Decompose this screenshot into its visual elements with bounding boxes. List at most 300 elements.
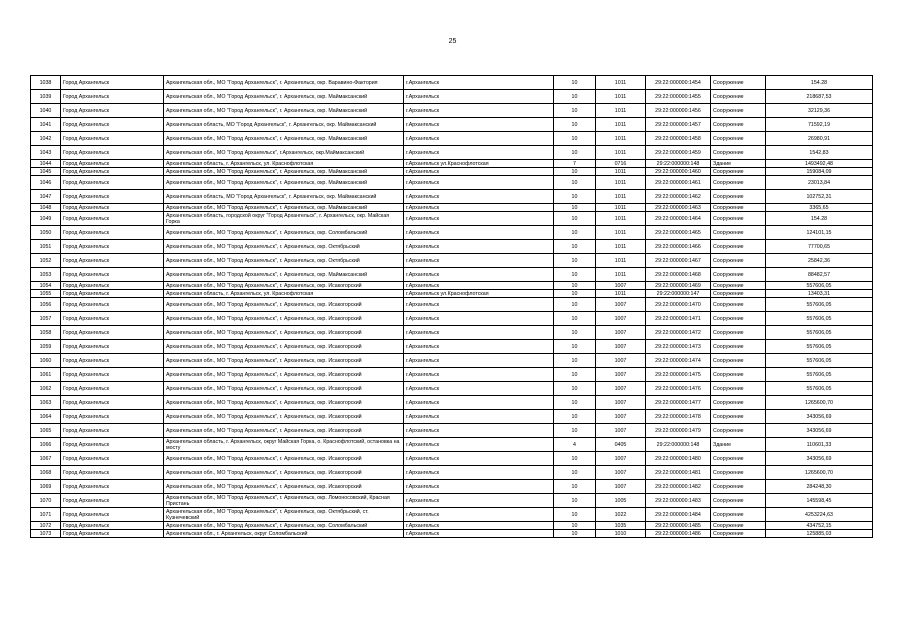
code-b-cell: 1011 <box>596 268 646 282</box>
object-type-cell: Сооружение <box>711 146 766 160</box>
table-row <box>31 466 873 480</box>
object-type-cell: Сооружение <box>711 480 766 494</box>
cadastral-number-cell: 29:22:000000:1476 <box>646 382 711 396</box>
value-cell: 71592,19 <box>766 118 873 132</box>
location-cell: г.Архангельск <box>404 204 554 212</box>
code-b-cell: 1007 <box>596 368 646 382</box>
table-row <box>31 282 873 290</box>
code-b-cell: 1035 <box>596 522 646 530</box>
code-a-cell: 10 <box>554 368 596 382</box>
address-cell: Архангельская обл., МО "Город Архангельск", г. Архангельск, окр. Исакогорский <box>164 326 404 340</box>
location-cell: г.Архангельск <box>404 268 554 282</box>
table-row <box>31 480 873 494</box>
object-type-cell: Сооружение <box>711 382 766 396</box>
table-row <box>31 240 873 254</box>
object-type-cell: Сооружение <box>711 118 766 132</box>
value-cell: 1493492,48 <box>766 160 873 168</box>
code-a-cell: 10 <box>554 212 596 226</box>
address-cell: Архангельская область, г. Архангельск, ул. Краснофлотская <box>164 160 404 168</box>
cadastral-number-cell: 29:22:000000:1482 <box>646 480 711 494</box>
table-row <box>31 354 873 368</box>
row-number-cell: 1055 <box>31 290 61 298</box>
table-row <box>31 290 873 298</box>
value-cell: 110601,33 <box>766 438 873 452</box>
table-row <box>31 508 873 522</box>
row-number-cell: 1040 <box>31 104 61 118</box>
table-row <box>31 90 873 104</box>
address-cell: Архангельская обл., МО "Город Архангельск", г. Архангельск, окр. Маймаксанский <box>164 168 404 176</box>
row-number-cell: 1039 <box>31 90 61 104</box>
location-cell: г.Архангельск <box>404 176 554 190</box>
code-b-cell: 1007 <box>596 466 646 480</box>
value-cell: 145598,45 <box>766 494 873 508</box>
municipality-cell: Город Архангельск <box>61 410 164 424</box>
value-cell: 159084,09 <box>766 168 873 176</box>
municipality-cell: Город Архангельск <box>61 254 164 268</box>
object-type-cell: Сооружение <box>711 522 766 530</box>
value-cell: 557606,05 <box>766 326 873 340</box>
address-cell: Архангельская обл., МО "Город Архангельск", г. Архангельск, окр. Исакогорский <box>164 480 404 494</box>
row-number-cell: 1067 <box>31 452 61 466</box>
code-a-cell: 10 <box>554 382 596 396</box>
code-b-cell: 1011 <box>596 176 646 190</box>
row-number-cell: 1047 <box>31 190 61 204</box>
table-row <box>31 104 873 118</box>
code-a-cell: 10 <box>554 312 596 326</box>
table-row <box>31 160 873 168</box>
municipality-cell: Город Архангельск <box>61 438 164 452</box>
object-type-cell: Сооружение <box>711 354 766 368</box>
code-a-cell: 10 <box>554 168 596 176</box>
table-row <box>31 452 873 466</box>
row-number-cell: 1062 <box>31 382 61 396</box>
location-cell: г.Архангельск <box>404 480 554 494</box>
municipality-cell: Город Архангельск <box>61 452 164 466</box>
table-row <box>31 396 873 410</box>
register-table <box>30 75 873 538</box>
code-b-cell: 1011 <box>596 204 646 212</box>
table-row <box>31 118 873 132</box>
location-cell: г.Архангельск <box>404 466 554 480</box>
object-type-cell: Сооружение <box>711 396 766 410</box>
code-b-cell: 1011 <box>596 254 646 268</box>
value-cell: 218687,53 <box>766 90 873 104</box>
object-type-cell: Здание <box>711 438 766 452</box>
row-number-cell: 1045 <box>31 168 61 176</box>
location-cell: г.Архангельск <box>404 118 554 132</box>
code-b-cell: 1007 <box>596 282 646 290</box>
code-a-cell: 10 <box>554 132 596 146</box>
object-type-cell: Сооружение <box>711 466 766 480</box>
code-b-cell: 1007 <box>596 480 646 494</box>
table-row <box>31 204 873 212</box>
municipality-cell: Город Архангельск <box>61 326 164 340</box>
code-a-cell: 10 <box>554 176 596 190</box>
location-cell: г.Архангельск <box>404 146 554 160</box>
row-number-cell: 1054 <box>31 282 61 290</box>
code-a-cell: 10 <box>554 290 596 298</box>
code-a-cell: 10 <box>554 204 596 212</box>
location-cell: г.Архангельск <box>404 132 554 146</box>
location-cell: г.Архангельск ул.Краснофлотская <box>404 290 554 298</box>
code-b-cell: 0716 <box>596 160 646 168</box>
table-row <box>31 168 873 176</box>
code-b-cell: 1011 <box>596 190 646 204</box>
value-cell: 557606,05 <box>766 368 873 382</box>
cadastral-number-cell: 29:22:000000:147 <box>646 290 711 298</box>
cadastral-number-cell: 29:22:000000:1462 <box>646 190 711 204</box>
table-row <box>31 424 873 438</box>
municipality-cell: Город Архангельск <box>61 382 164 396</box>
location-cell: г.Архангельск <box>404 254 554 268</box>
value-cell: 13403,31 <box>766 290 873 298</box>
row-number-cell: 1063 <box>31 396 61 410</box>
value-cell: 343056,69 <box>766 452 873 466</box>
location-cell: г.Архангельск ул.Краснофлотская <box>404 160 554 168</box>
municipality-cell: Город Архангельск <box>61 312 164 326</box>
object-type-cell: Здание <box>711 160 766 168</box>
cadastral-number-cell: 29:22:000000:1480 <box>646 452 711 466</box>
municipality-cell: Город Архангельск <box>61 176 164 190</box>
address-cell: Архангельская обл., МО "Город Архангельск", г. Архангельск, окр. Октябрьский <box>164 254 404 268</box>
municipality-cell: Город Архангельск <box>61 340 164 354</box>
table-body <box>31 76 873 538</box>
code-a-cell: 10 <box>554 410 596 424</box>
row-number-cell: 1041 <box>31 118 61 132</box>
municipality-cell: Город Архангельск <box>61 396 164 410</box>
cadastral-number-cell: 29:22:000000:1463 <box>646 204 711 212</box>
cadastral-number-cell: 29:22:000000:1483 <box>646 494 711 508</box>
municipality-cell: Город Архангельск <box>61 190 164 204</box>
value-cell: 1265600,70 <box>766 466 873 480</box>
row-number-cell: 1042 <box>31 132 61 146</box>
cadastral-number-cell: 29:22:000000:148 <box>646 438 711 452</box>
row-number-cell: 1038 <box>31 76 61 90</box>
location-cell: г.Архангельск <box>404 340 554 354</box>
address-cell: Архангельская обл., МО "Город Архангельск", г. Архангельск, окр. Исакогорский <box>164 396 404 410</box>
address-cell: Архангельская обл., МО "Город Архангельск", г. Архангельск, окр. Маймаксанский <box>164 176 404 190</box>
value-cell: 88482,57 <box>766 268 873 282</box>
location-cell: г.Архангельск <box>404 530 554 538</box>
row-number-cell: 1043 <box>31 146 61 160</box>
municipality-cell: Город Архангельск <box>61 522 164 530</box>
municipality-cell: Город Архангельск <box>61 76 164 90</box>
row-number-cell: 1071 <box>31 508 61 522</box>
table-row <box>31 254 873 268</box>
location-cell: г.Архангельск <box>404 298 554 312</box>
cadastral-number-cell: 29:22:000000:1470 <box>646 298 711 312</box>
object-type-cell: Сооружение <box>711 268 766 282</box>
object-type-cell: Сооружение <box>711 76 766 90</box>
code-a-cell: 10 <box>554 76 596 90</box>
value-cell: 343056,69 <box>766 424 873 438</box>
table-row <box>31 522 873 530</box>
code-b-cell: 1007 <box>596 396 646 410</box>
code-a-cell: 10 <box>554 90 596 104</box>
table-row <box>31 312 873 326</box>
value-cell: 102752,31 <box>766 190 873 204</box>
cadastral-number-cell: 29:22:000000:1472 <box>646 326 711 340</box>
address-cell: Архангельская обл., МО "Город Архангельск", г. Архангельск, окр. Ломоносовский, Красная Пристань <box>164 494 404 508</box>
table-row <box>31 176 873 190</box>
address-cell: Архангельская обл., МО "Город Архангельск", г. Архангельск, окр. Исакогорский <box>164 340 404 354</box>
cadastral-number-cell: 29:22:000000:1479 <box>646 424 711 438</box>
value-cell: 124101,15 <box>766 226 873 240</box>
row-number-cell: 1059 <box>31 340 61 354</box>
value-cell: 557606,05 <box>766 312 873 326</box>
page-number: 25 <box>448 38 457 45</box>
code-b-cell: 1011 <box>596 168 646 176</box>
row-number-cell: 1056 <box>31 298 61 312</box>
address-cell: Архангельская обл., МО "Город Архангельск", г. Архангельск, окр. Октябрьский <box>164 240 404 254</box>
value-cell: 3365,65 <box>766 204 873 212</box>
municipality-cell: Город Архангельск <box>61 212 164 226</box>
value-cell: 1542,83 <box>766 146 873 160</box>
location-cell: г.Архангельск <box>404 424 554 438</box>
code-b-cell: 1007 <box>596 354 646 368</box>
address-cell: Архангельская обл., МО "Город Архангельск", г. Архангельск, окр. Исакогорский <box>164 312 404 326</box>
table-row <box>31 368 873 382</box>
cadastral-number-cell: 29:22:000000:1478 <box>646 410 711 424</box>
municipality-cell: Город Архангельск <box>61 168 164 176</box>
municipality-cell: Город Архангельск <box>61 132 164 146</box>
row-number-cell: 1070 <box>31 494 61 508</box>
location-cell: г.Архангельск <box>404 522 554 530</box>
municipality-cell: Город Архангельск <box>61 90 164 104</box>
address-cell: Архангельская обл., МО "Город Архангельск", г.Архангельск, окр.Маймаксанский <box>164 146 404 160</box>
cadastral-number-cell: 29:22:000000:1454 <box>646 76 711 90</box>
municipality-cell: Город Архангельск <box>61 508 164 522</box>
value-cell: 32129,36 <box>766 104 873 118</box>
value-cell: 343056,69 <box>766 410 873 424</box>
code-b-cell: 1011 <box>596 132 646 146</box>
object-type-cell: Сооружение <box>711 530 766 538</box>
value-cell: 284248,30 <box>766 480 873 494</box>
table-row <box>31 410 873 424</box>
cadastral-number-cell: 29:22:000000:1455 <box>646 90 711 104</box>
location-cell: г.Архангельск <box>404 226 554 240</box>
address-cell: Архангельская обл., МО "Город Архангельск", г. Архангельск, окр. Соломбальский <box>164 522 404 530</box>
code-a-cell: 10 <box>554 480 596 494</box>
row-number-cell: 1049 <box>31 212 61 226</box>
row-number-cell: 1044 <box>31 160 61 168</box>
address-cell: Архангельская обл., МО "Город Архангельск", г. Архангельск, окр. Варавино-Фактория <box>164 76 404 90</box>
code-a-cell: 10 <box>554 268 596 282</box>
location-cell: г.Архангельск <box>404 354 554 368</box>
code-b-cell: 1011 <box>596 76 646 90</box>
cadastral-number-cell: 29:22:000000:1484 <box>646 508 711 522</box>
object-type-cell: Сооружение <box>711 226 766 240</box>
municipality-cell: Город Архангельск <box>61 354 164 368</box>
row-number-cell: 1060 <box>31 354 61 368</box>
address-cell: Архангельская область, г. Архангельск, ул. Краснофлотская <box>164 290 404 298</box>
municipality-cell: Город Архангельск <box>61 298 164 312</box>
municipality-cell: Город Архангельск <box>61 104 164 118</box>
table-row <box>31 190 873 204</box>
value-cell: 1265600,70 <box>766 396 873 410</box>
municipality-cell: Город Архангельск <box>61 290 164 298</box>
code-b-cell: 1007 <box>596 298 646 312</box>
table-row <box>31 438 873 452</box>
cadastral-number-cell: 29:22:000000:1457 <box>646 118 711 132</box>
location-cell: г.Архангельск <box>404 452 554 466</box>
location-cell: г.Архангельск <box>404 240 554 254</box>
row-number-cell: 1057 <box>31 312 61 326</box>
code-a-cell: 10 <box>554 118 596 132</box>
code-b-cell: 1007 <box>596 410 646 424</box>
object-type-cell: Сооружение <box>711 290 766 298</box>
cadastral-number-cell: 29:22:000000:1486 <box>646 530 711 538</box>
code-b-cell: 1011 <box>596 240 646 254</box>
value-cell: 125885,03 <box>766 530 873 538</box>
object-type-cell: Сооружение <box>711 410 766 424</box>
code-a-cell: 10 <box>554 424 596 438</box>
location-cell: г.Архангельск <box>404 508 554 522</box>
table-row <box>31 326 873 340</box>
cadastral-number-cell: 29:22:000000:1464 <box>646 212 711 226</box>
table-row <box>31 340 873 354</box>
row-number-cell: 1053 <box>31 268 61 282</box>
municipality-cell: Город Архангельск <box>61 226 164 240</box>
cadastral-number-cell: 29:22:000000:1466 <box>646 240 711 254</box>
address-cell: Архангельская обл., МО "Город Архангельск", г. Архангельск, окр. Маймаксанский <box>164 204 404 212</box>
cadastral-number-cell: 29:22:000000:1475 <box>646 368 711 382</box>
row-number-cell: 1065 <box>31 424 61 438</box>
address-cell: Архангельская обл., г. Архангельск, округ Соломбальский <box>164 530 404 538</box>
cadastral-number-cell: 29:22:000000:1458 <box>646 132 711 146</box>
code-b-cell: 1007 <box>596 452 646 466</box>
table-row <box>31 268 873 282</box>
code-b-cell: 1011 <box>596 290 646 298</box>
code-a-cell: 10 <box>554 530 596 538</box>
value-cell: 557606,05 <box>766 354 873 368</box>
location-cell: г.Архангельск <box>404 212 554 226</box>
code-a-cell: 10 <box>554 298 596 312</box>
location-cell: г.Архангельск <box>404 396 554 410</box>
code-b-cell: 1011 <box>596 146 646 160</box>
row-number-cell: 1068 <box>31 466 61 480</box>
municipality-cell: Город Архангельск <box>61 282 164 290</box>
object-type-cell: Сооружение <box>711 90 766 104</box>
address-cell: Архангельская обл., МО "Город Архангельск", г. Архангельск, окр. Маймаксанский <box>164 104 404 118</box>
value-cell: 557606,05 <box>766 340 873 354</box>
value-cell: 434752,15 <box>766 522 873 530</box>
row-number-cell: 1069 <box>31 480 61 494</box>
object-type-cell: Сооружение <box>711 340 766 354</box>
code-b-cell: 1011 <box>596 212 646 226</box>
code-a-cell: 10 <box>554 354 596 368</box>
object-type-cell: Сооружение <box>711 204 766 212</box>
code-a-cell: 7 <box>554 160 596 168</box>
value-cell: 25842,36 <box>766 254 873 268</box>
cadastral-number-cell: 29:22:000000:1460 <box>646 168 711 176</box>
municipality-cell: Город Архангельск <box>61 118 164 132</box>
municipality-cell: Город Архангельск <box>61 268 164 282</box>
address-cell: Архангельская обл., МО "Город Архангельск", г. Архангельск, окр. Маймаксанский <box>164 268 404 282</box>
code-a-cell: 10 <box>554 190 596 204</box>
location-cell: г.Архангельск <box>404 368 554 382</box>
code-b-cell: 1007 <box>596 382 646 396</box>
code-a-cell: 10 <box>554 226 596 240</box>
code-a-cell: 10 <box>554 466 596 480</box>
address-cell: Архангельская область, МО "Город Архангельск", г. Архангельск, окр. Маймаксанский <box>164 118 404 132</box>
row-number-cell: 1058 <box>31 326 61 340</box>
cadastral-number-cell: 29:22:000000:1485 <box>646 522 711 530</box>
cadastral-number-cell: 29:22:000000:1459 <box>646 146 711 160</box>
object-type-cell: Сооружение <box>711 168 766 176</box>
value-cell: 154.28 <box>766 76 873 90</box>
cadastral-number-cell: 29:22:000000:1481 <box>646 466 711 480</box>
location-cell: г.Архангельск <box>404 168 554 176</box>
code-b-cell: 1007 <box>596 312 646 326</box>
address-cell: Архангельская обл., МО "Город Архангельск", г. Архангельск, окр. Исакогорский <box>164 298 404 312</box>
cadastral-number-cell: 29:22:000000:1477 <box>646 396 711 410</box>
municipality-cell: Город Архангельск <box>61 240 164 254</box>
cadastral-number-cell: 29:22:000000:1468 <box>646 268 711 282</box>
object-type-cell: Сооружение <box>711 254 766 268</box>
row-number-cell: 1061 <box>31 368 61 382</box>
code-a-cell: 10 <box>554 326 596 340</box>
code-a-cell: 10 <box>554 494 596 508</box>
code-a-cell: 10 <box>554 254 596 268</box>
location-cell: г.Архангельск <box>404 76 554 90</box>
municipality-cell: Город Архангельск <box>61 146 164 160</box>
cadastral-number-cell: 29:22:000000:1469 <box>646 282 711 290</box>
address-cell: Архангельская обл., МО "Город Архангельск", г. Архангельск, окр. Соломбальский <box>164 226 404 240</box>
table-row <box>31 530 873 538</box>
row-number-cell: 1051 <box>31 240 61 254</box>
code-b-cell: 1007 <box>596 424 646 438</box>
address-cell: Архангельская обл., МО "Город Архангельск", г. Архангельск, окр. Исакогорский <box>164 424 404 438</box>
row-number-cell: 1050 <box>31 226 61 240</box>
object-type-cell: Сооружение <box>711 282 766 290</box>
value-cell: 23013,84 <box>766 176 873 190</box>
code-b-cell: 1011 <box>596 226 646 240</box>
cadastral-number-cell: 29:22:000000:1471 <box>646 312 711 326</box>
row-number-cell: 1064 <box>31 410 61 424</box>
code-a-cell: 4 <box>554 438 596 452</box>
object-type-cell: Сооружение <box>711 452 766 466</box>
object-type-cell: Сооружение <box>711 508 766 522</box>
municipality-cell: Город Архангельск <box>61 530 164 538</box>
address-cell: Архангельская обл., МО "Город Архангельск", г. Архангельск, окр. Маймаксанский <box>164 90 404 104</box>
value-cell: 154.28 <box>766 212 873 226</box>
address-cell: Архангельская обл., МО "Город Архангельск", г. Архангельск, окр. Исакогорский <box>164 410 404 424</box>
table-row <box>31 226 873 240</box>
code-a-cell: 10 <box>554 146 596 160</box>
value-cell: 4253224,63 <box>766 508 873 522</box>
location-cell: г.Архангельск <box>404 190 554 204</box>
code-a-cell: 10 <box>554 282 596 290</box>
object-type-cell: Сооружение <box>711 132 766 146</box>
municipality-cell: Город Архангельск <box>61 160 164 168</box>
object-type-cell: Сооружение <box>711 298 766 312</box>
address-cell: Архангельская область, МО "Город Архангельск", г. Архангельск, окр. Маймаксанский <box>164 190 404 204</box>
object-type-cell: Сооружение <box>711 190 766 204</box>
cadastral-number-cell: 29:22:000000:1461 <box>646 176 711 190</box>
address-cell: Архангельская обл., МО "Город Архангельск", г. Архангельск, окр. Исакогорский <box>164 382 404 396</box>
code-b-cell: 1007 <box>596 340 646 354</box>
object-type-cell: Сооружение <box>711 424 766 438</box>
municipality-cell: Город Архангельск <box>61 368 164 382</box>
value-cell: 557606,05 <box>766 382 873 396</box>
row-number-cell: 1072 <box>31 522 61 530</box>
address-cell: Архангельская обл., МО "Город Архангельск", г. Архангельск, окр. Исакогорский <box>164 282 404 290</box>
code-a-cell: 10 <box>554 240 596 254</box>
row-number-cell: 1066 <box>31 438 61 452</box>
table-row <box>31 212 873 226</box>
code-a-cell: 10 <box>554 522 596 530</box>
